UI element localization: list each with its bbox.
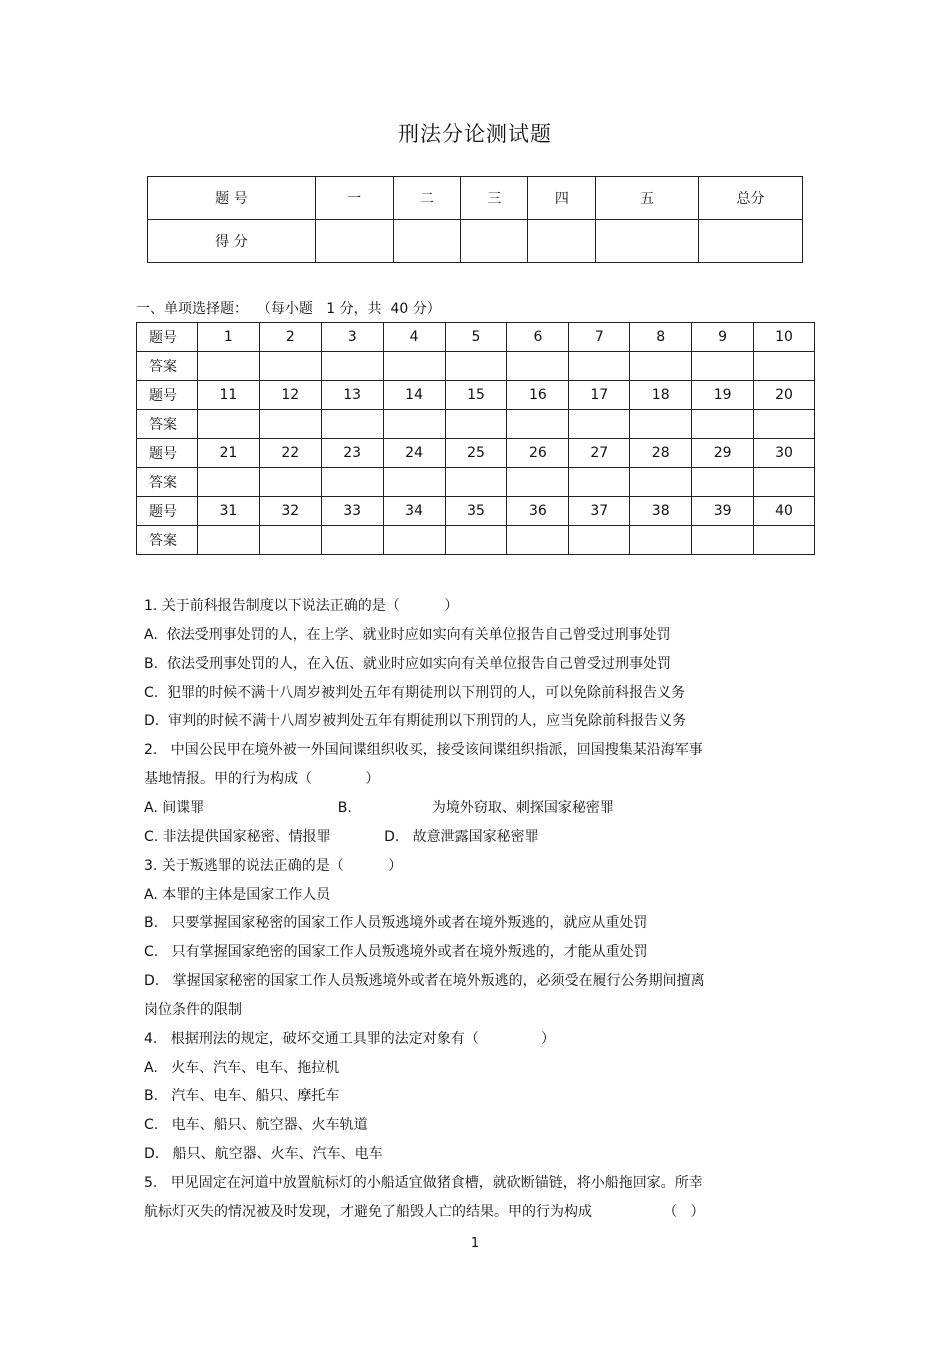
score-cell[interactable] [528,220,596,263]
answer-cell[interactable] [321,526,383,555]
question-line: 3. 关于叛逃罪的说法正确的是（ ） [144,857,403,874]
answer-row [137,526,815,555]
question-number-cell: 7 [569,323,630,352]
question-number-cell: 39 [692,497,754,526]
answer-cell[interactable] [259,468,321,497]
answer-cell[interactable] [383,526,445,555]
answer-cell[interactable] [692,352,754,381]
question-number-cell: 14 [383,381,445,410]
question-line: D. 船只、航空器、火车、汽车、电车 [144,1146,383,1163]
question-number-cell: 22 [259,439,321,468]
question-line: C. 电车、船只、航空器、火车轨道 [144,1117,368,1134]
answer-cell[interactable] [321,410,383,439]
answer-cell[interactable] [630,468,692,497]
score-cell[interactable] [461,220,528,263]
question-line: A. 依法受刑事处罚的人，在上学、就业时应如实向有关单位报告自己曾受过刑事处罚 [144,626,671,643]
question-line: 4. 根据刑法的规定，破坏交通工具罪的法定对象有（ ） [144,1030,556,1047]
answer-cell[interactable] [383,468,445,497]
question-line: B. 依法受刑事处罚的人，在入伍、就业时应如实向有关单位报告自己曾受过刑事处罚 [144,655,671,672]
answer-cell[interactable] [383,352,445,381]
question-number-cell: 9 [692,323,754,352]
question-number-cell: 38 [630,497,692,526]
answer-cell[interactable] [383,410,445,439]
question-number-cell: 34 [383,497,445,526]
question-number-cell: 24 [383,439,445,468]
question-line: 2. 中国公民甲在境外被一外国间谍组织收买，接受该间谍组织指派，回国搜集某沿海军事 [144,742,703,759]
answer-cell[interactable] [507,526,569,555]
question-number-cell: 32 [259,497,321,526]
score-header-cell: 题 号 [148,177,316,220]
question-line: B. 汽车、电车、船只、摩托车 [144,1088,340,1105]
question-number-cell: 31 [197,497,259,526]
answer-cell[interactable] [630,526,692,555]
question-number-cell: 23 [321,439,383,468]
answer-cell[interactable] [569,410,630,439]
question-number-cell: 15 [445,381,507,410]
question-line: C. 犯罪的时候不满十八周岁被判处五年有期徒刑以下刑罚的人，可以免除前科报告义务 [144,684,686,701]
answer-cell[interactable] [754,526,815,555]
question-line: C. 非法提供国家秘密、情报罪 D. 故意泄露国家秘密罪 [144,828,539,845]
question-line: A. 间谍罪 B. 为境外窃取、刺探国家秘密罪 [144,799,614,816]
answer-cell[interactable] [754,468,815,497]
row-label-answer: 答案 [137,352,198,381]
question-number-row [137,323,815,352]
row-label-answer: 答案 [137,410,198,439]
score-cell[interactable] [596,220,699,263]
question-number-cell: 4 [383,323,445,352]
question-line: 基地情报。甲的行为构成（ ） [144,771,380,788]
question-number-cell: 33 [321,497,383,526]
question-line: 航标灯灭失的情况被及时发现，才避免了船毁人亡的结果。甲的行为构成 （ ） [144,1203,705,1220]
question-number-cell: 1 [197,323,259,352]
answer-row [137,410,815,439]
question-number-cell: 30 [754,439,815,468]
answer-cell[interactable] [569,526,630,555]
question-number-cell: 2 [259,323,321,352]
score-value-row [148,220,803,263]
question-number-cell: 18 [630,381,692,410]
question-number-cell: 27 [569,439,630,468]
question-number-cell: 12 [259,381,321,410]
question-number-cell: 16 [507,381,569,410]
score-header-cell: 三 [461,177,528,220]
question-number-cell: 3 [321,323,383,352]
answer-grid [136,322,815,555]
answer-cell[interactable] [197,410,259,439]
question-line: A. 火车、汽车、电车、拖拉机 [144,1059,340,1076]
page-title: 刑法分论测试题 [398,122,552,146]
row-label-answer: 答案 [137,468,198,497]
answer-cell[interactable] [507,410,569,439]
row-label-question: 题号 [137,381,198,410]
question-line: 5. 甲见固定在河道中放置航标灯的小船适宜做猪食槽，就砍断锚链，将小船拖回家。所幸 [144,1175,703,1191]
question-number-row [137,439,815,468]
question-number-cell: 26 [507,439,569,468]
question-number-cell: 17 [569,381,630,410]
row-label-question: 题号 [137,439,198,468]
score-cell[interactable] [699,220,803,263]
question-line: D. 审判的时候不满十八周岁被判处五年有期徒刑以下刑罚的人，应当免除前科报告义务 [144,713,687,730]
answer-cell[interactable] [445,352,507,381]
question-number-cell: 28 [630,439,692,468]
section-heading: 一、单项选择题： （每小题 1 分，共 40 分） [136,301,441,317]
question-number-row [137,497,815,526]
answer-cell[interactable] [754,352,815,381]
row-label-question: 题号 [137,497,198,526]
question-number-cell: 29 [692,439,754,468]
score-header-cell: 一 [315,177,393,220]
question-number-row [137,381,815,410]
answer-cell[interactable] [445,526,507,555]
answer-cell[interactable] [507,352,569,381]
answer-cell[interactable] [259,410,321,439]
answer-cell[interactable] [507,468,569,497]
answer-cell[interactable] [321,352,383,381]
answer-cell[interactable] [692,526,754,555]
question-number-cell: 35 [445,497,507,526]
row-label-question: 题号 [137,323,198,352]
question-number-cell: 25 [445,439,507,468]
question-number-cell: 36 [507,497,569,526]
answer-row [137,352,815,381]
question-number-cell: 21 [197,439,259,468]
answer-cell[interactable] [569,352,630,381]
score-table [147,176,803,263]
answer-cell[interactable] [754,410,815,439]
answer-cell[interactable] [321,468,383,497]
question-number-cell: 19 [692,381,754,410]
answer-cell[interactable] [445,468,507,497]
question-line: 1. 关于前科报告制度以下说法正确的是（ ） [144,598,459,614]
answer-cell[interactable] [445,410,507,439]
question-number-cell: 37 [569,497,630,526]
score-header-cell: 二 [393,177,461,220]
row-label-answer: 答案 [137,526,198,555]
question-line: B. 只要掌握国家秘密的国家工作人员叛逃境外或者在境外叛逃的，就应从重处罚 [144,915,648,932]
question-number-cell: 13 [321,381,383,410]
answer-cell[interactable] [197,468,259,497]
question-number-cell: 8 [630,323,692,352]
answer-cell[interactable] [197,352,259,381]
question-number-cell: 11 [197,381,259,410]
question-number-cell: 6 [507,323,569,352]
answer-cell[interactable] [569,468,630,497]
score-row-label: 得 分 [148,220,316,263]
answer-cell[interactable] [259,526,321,555]
answer-cell[interactable] [692,410,754,439]
question-line: C. 只有掌握国家绝密的国家工作人员叛逃境外或者在境外叛逃的，才能从重处罚 [144,944,648,961]
score-header-cell: 总分 [699,177,803,220]
score-header-cell: 五 [596,177,699,220]
question-number-cell: 20 [754,381,815,410]
answer-cell[interactable] [630,352,692,381]
score-cell[interactable] [393,220,461,263]
question-number-cell: 10 [754,323,815,352]
question-line: A. 本罪的主体是国家工作人员 [144,886,331,903]
score-header-row [148,177,803,220]
page-number: 1 [470,1236,480,1251]
question-line: D. 掌握国家秘密的国家工作人员叛逃境外或者在境外叛逃的，必须受在履行公务期间擅离 [144,973,705,990]
answer-cell[interactable] [259,352,321,381]
answer-cell[interactable] [692,468,754,497]
answer-cell[interactable] [197,526,259,555]
question-number-cell: 5 [445,323,507,352]
answer-cell[interactable] [630,410,692,439]
answer-row [137,468,815,497]
score-header-cell: 四 [528,177,596,220]
score-cell[interactable] [315,220,393,263]
question-number-cell: 40 [754,497,815,526]
question-line: 岗位条件的限制 [144,1001,242,1018]
